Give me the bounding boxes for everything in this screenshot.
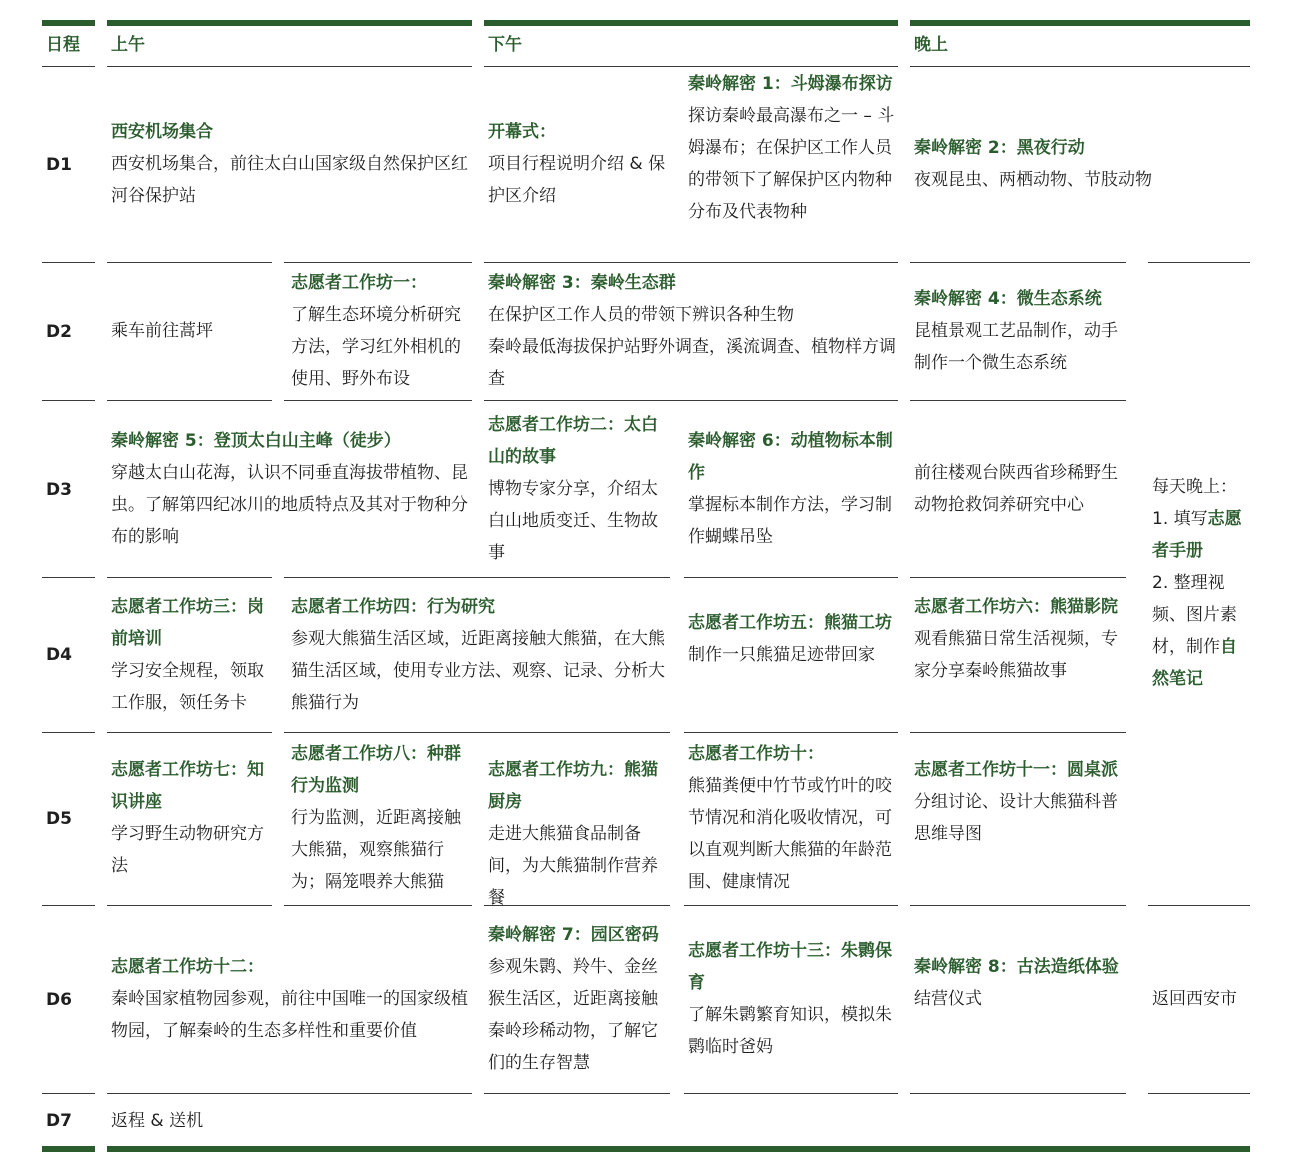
activity-desc: 结营仪式	[914, 989, 982, 1009]
activity-cell	[488, 267, 900, 395]
activity-cell	[291, 738, 475, 898]
activity-title: 志愿者工作坊五：熊猫工坊	[688, 613, 892, 633]
divider	[484, 400, 898, 401]
activity-title: 志愿者工作坊三：岗前培训	[111, 597, 264, 649]
day-label-d4: D4	[46, 645, 72, 665]
nightly-item-1-text: 1. 填写	[1152, 509, 1208, 529]
activity-desc: 秦岭最低海拔保护站野外调查，溪流调查、植物样方调查	[488, 337, 896, 389]
activity-title: 志愿者工作坊四：行为研究	[291, 597, 495, 617]
divider	[284, 905, 472, 906]
divider	[42, 400, 95, 401]
divider	[107, 732, 272, 733]
activity-cell	[291, 591, 671, 719]
divider	[684, 732, 898, 733]
activity-desc: 学习安全规程，领取工作服，领任务卡	[111, 661, 264, 713]
activity-cell	[688, 425, 898, 553]
activity-desc: 掌握标本制作方法，学习制作蝴蝶吊坠	[688, 495, 892, 547]
activity-title: 志愿者工作坊九：熊猫厨房	[488, 760, 658, 812]
activity-title: 志愿者工作坊一：	[291, 273, 427, 293]
activity-title: 志愿者工作坊十一：圆桌派	[914, 760, 1118, 780]
header-evening: 晚上	[914, 35, 948, 55]
divider	[484, 262, 898, 263]
activity-desc: 了解朱鹮繁育知识，模拟朱鹮临时爸妈	[688, 1005, 892, 1057]
divider	[107, 1093, 472, 1094]
activity-desc: 前往楼观台陕西省珍稀野生动物抢救饲养研究中心	[914, 463, 1118, 515]
nightly-note	[1152, 471, 1252, 695]
divider	[42, 262, 95, 263]
activity-title: 秦岭解密 5：登顶太白山主峰（徒步）	[111, 431, 401, 451]
divider	[284, 262, 472, 263]
activity-cell	[111, 315, 271, 347]
activity-title: 秦岭解密 7：园区密码	[488, 925, 659, 945]
activity-desc: 走进大熊猫食品制备间，为大熊猫制作营养餐	[488, 824, 658, 908]
activity-title: 志愿者工作坊十二：	[111, 957, 264, 977]
activity-desc: 参观朱鹮、羚牛、金丝猴生活区，近距离接触秦岭珍稀动物，了解它们的生存智慧	[488, 957, 658, 1073]
activity-title: 秦岭解密 1：斗姆瀑布探访	[688, 74, 893, 94]
activity-cell	[688, 935, 900, 1063]
activity-cell	[111, 591, 275, 719]
divider	[284, 400, 472, 401]
header-afternoon: 下午	[488, 35, 522, 55]
activity-title: 志愿者工作坊十：	[688, 744, 824, 764]
activity-title: 志愿者工作坊七：知识讲座	[111, 760, 264, 812]
activity-cell	[914, 754, 1126, 850]
divider	[484, 1093, 670, 1094]
nightly-item-2	[1152, 567, 1252, 695]
divider	[107, 262, 272, 263]
activity-desc: 学习野生动物研究方法	[111, 824, 264, 876]
nightly-item-1-highlight: 志愿者手册	[1152, 509, 1242, 561]
divider	[42, 732, 95, 733]
activity-desc: 参观大熊猫生活区域，近距离接触大熊猫，在大熊猫生活区域，使用专业方法、观察、记录、分析大熊猫行为	[291, 629, 665, 713]
activity-cell	[488, 919, 674, 1079]
activity-desc: 返回西安市	[1152, 989, 1237, 1009]
activity-desc: 熊猫粪便中竹节或竹叶的咬节情况和消化吸收情况，可以直观判断大熊猫的年龄范围、健康情况	[688, 776, 892, 892]
divider	[42, 66, 95, 67]
divider	[910, 1093, 1126, 1094]
header-bar-evening	[910, 20, 1250, 26]
activity-desc: 分组讨论、设计大熊猫科普思维导图	[914, 792, 1118, 844]
divider	[684, 577, 898, 578]
nightly-intro: 每天晚上：	[1152, 477, 1237, 497]
nightly-item-1	[1152, 503, 1252, 567]
day-label-d3: D3	[46, 480, 72, 500]
activity-cell	[1152, 983, 1252, 1015]
footer-bar-day	[42, 1146, 95, 1152]
divider	[684, 905, 898, 906]
activity-cell	[488, 409, 674, 569]
divider	[42, 577, 95, 578]
nightly-item-2-text: 2. 整理视频、图片素材，制作	[1152, 573, 1237, 657]
day-label-d5: D5	[46, 809, 72, 829]
activity-cell	[111, 425, 475, 553]
divider	[107, 577, 272, 578]
header-bar-day	[42, 20, 95, 26]
nightly-item-2-highlight: 自然笔记	[1152, 637, 1237, 689]
day-label-d1: D1	[46, 155, 72, 175]
activity-cell	[688, 68, 898, 228]
activity-cell	[688, 607, 900, 671]
activity-desc: 西安机场集合，前往太白山国家级自然保护区红河谷保护站	[111, 154, 468, 206]
divider	[1148, 1093, 1250, 1094]
activity-title: 秦岭解密 2：黑夜行动	[914, 138, 1085, 158]
divider	[910, 732, 1126, 733]
day-label-d7: D7	[46, 1111, 72, 1131]
activity-title: 秦岭解密 8：古法造纸体验	[914, 957, 1119, 977]
activity-desc: 夜观昆虫、两栖动物、节肢动物	[914, 170, 1152, 190]
activity-cell	[488, 754, 674, 914]
header-day: 日程	[46, 35, 80, 55]
divider	[684, 1093, 898, 1094]
divider	[910, 905, 1126, 906]
activity-desc: 了解生态环境分析研究方法，学习红外相机的使用、野外布设	[291, 305, 461, 389]
activity-title: 志愿者工作坊二：太白山的故事	[488, 415, 658, 467]
activity-cell	[111, 754, 275, 882]
activity-cell	[914, 457, 1126, 521]
activity-desc: 昆植景观工艺品制作，动手制作一个微生态系统	[914, 321, 1118, 373]
header-bar-morning	[107, 20, 472, 26]
activity-desc: 行为监测，近距离接触大熊猫，观察熊猫行为；隔笼喂养大熊猫	[291, 808, 461, 892]
activity-cell	[111, 1105, 511, 1137]
header-bar-afternoon	[484, 20, 898, 26]
activity-cell	[688, 738, 900, 898]
activity-title: 志愿者工作坊八：种群行为监测	[291, 744, 461, 796]
activity-title: 志愿者工作坊六：熊猫影院	[914, 597, 1118, 617]
activity-title: 志愿者工作坊十三：朱鹮保育	[688, 941, 892, 993]
footer-bar-content	[107, 1146, 1250, 1152]
divider	[484, 66, 898, 67]
activity-cell	[914, 591, 1126, 687]
divider	[910, 400, 1126, 401]
divider	[910, 262, 1126, 263]
activity-cell	[914, 951, 1126, 1015]
activity-title: 秦岭解密 6：动植物标本制作	[688, 431, 893, 483]
activity-desc: 博物专家分享，介绍太白山地质变迁、生物故事	[488, 479, 658, 563]
day-label-d2: D2	[46, 322, 72, 342]
activity-cell	[111, 116, 473, 212]
activity-desc: 观看熊猫日常生活视频，专家分享秦岭熊猫故事	[914, 629, 1118, 681]
activity-desc: 探访秦岭最高瀑布之一 – 斗姆瀑布；在保护区工作人员的带领下了解保护区内物种分布及代表物种	[688, 106, 895, 222]
activity-title: 西安机场集合	[111, 122, 213, 142]
day-label-d6: D6	[46, 990, 72, 1010]
activity-desc: 返程 & 送机	[111, 1111, 204, 1131]
activity-title: 秦岭解密 3：秦岭生态群	[488, 273, 676, 293]
divider	[1148, 262, 1250, 263]
divider	[107, 66, 472, 67]
activity-desc: 项目行程说明介绍 & 保护区介绍	[488, 154, 666, 206]
divider	[910, 66, 1250, 67]
activity-title: 秦岭解密 4：微生态系统	[914, 289, 1102, 309]
activity-cell	[111, 951, 475, 1047]
activity-desc: 制作一只熊猫足迹带回家	[688, 645, 875, 665]
divider	[107, 905, 272, 906]
activity-desc: 在保护区工作人员的带领下辨识各种生物	[488, 305, 794, 325]
header-morning: 上午	[111, 35, 145, 55]
divider	[107, 400, 272, 401]
activity-cell	[914, 283, 1126, 379]
divider	[42, 905, 95, 906]
divider	[284, 732, 670, 733]
activity-desc: 秦岭国家植物园参观，前往中国唯一的国家级植物园，了解秦岭的生态多样性和重要价值	[111, 989, 468, 1041]
activity-title: 开幕式：	[488, 122, 556, 142]
activity-desc: 穿越太白山花海，认识不同垂直海拔带植物、昆虫。了解第四纪冰川的地质特点及其对于物种分布的影响	[111, 463, 468, 547]
divider	[910, 577, 1126, 578]
activity-cell	[291, 267, 475, 395]
divider	[42, 1093, 95, 1094]
activity-cell	[488, 116, 674, 212]
divider	[1148, 905, 1250, 906]
activity-desc: 乘车前往蒿坪	[111, 321, 213, 341]
activity-cell	[914, 132, 1244, 196]
divider	[284, 577, 670, 578]
